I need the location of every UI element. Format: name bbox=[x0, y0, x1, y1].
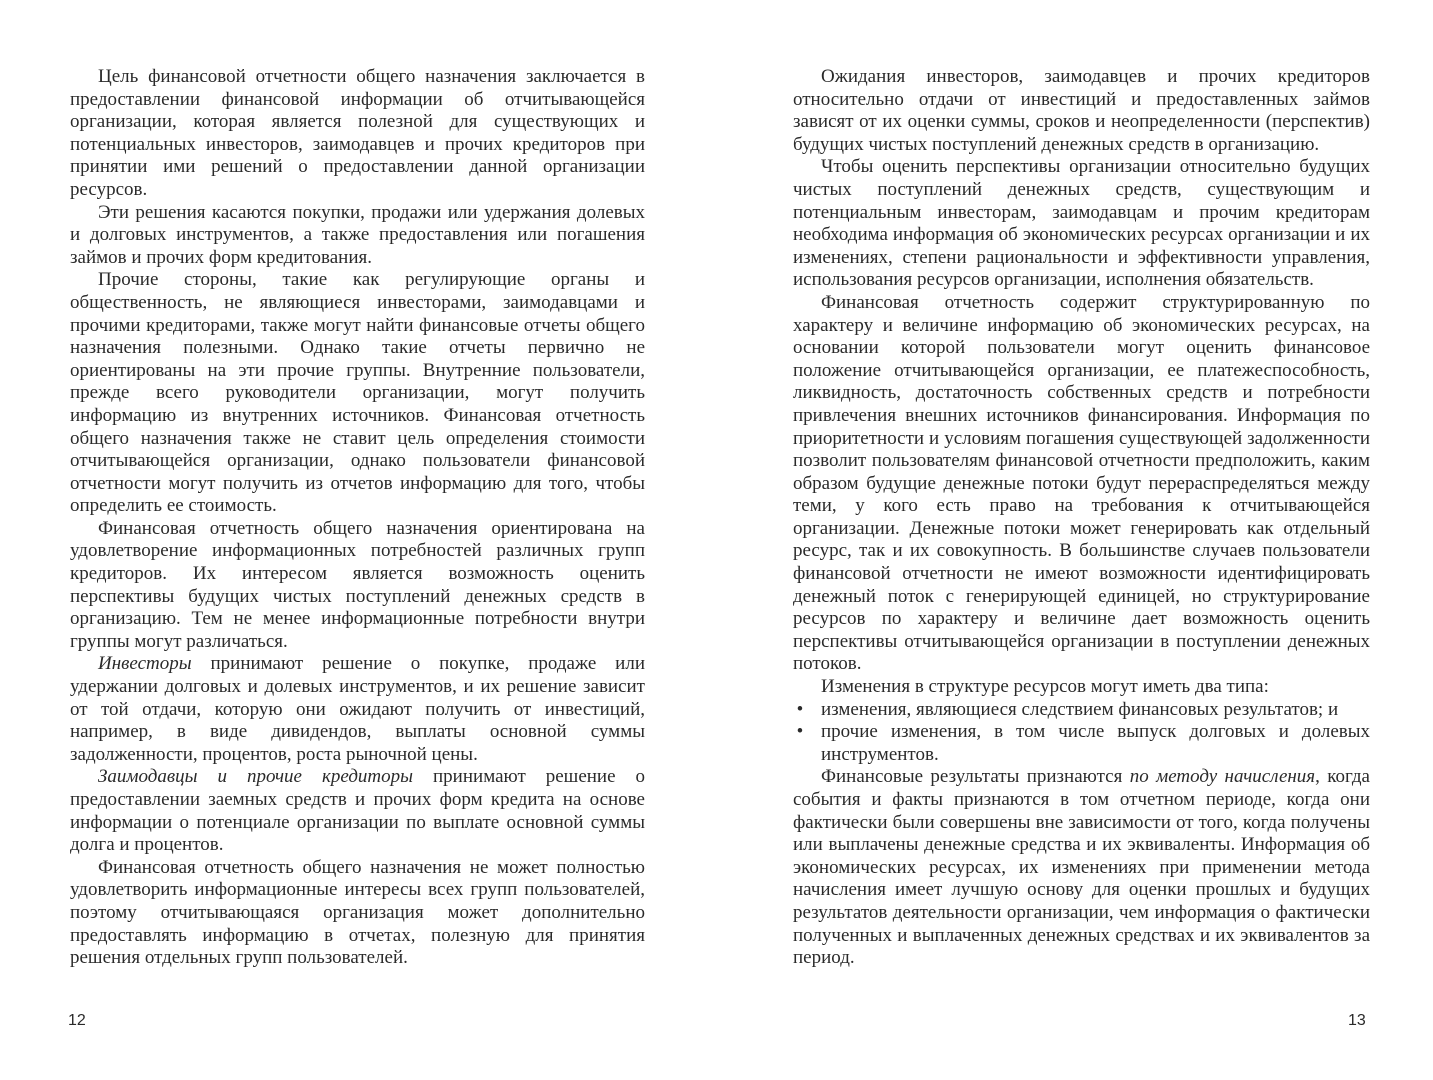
paragraph-text: принимают решение о покупке, продаже или удержании долговых и долевых инструментов, и их решение зависит от той отдачи, которую они ожидают получить от инвестиций, например, в виде дивидендов, выплаты основной суммы задолженности, процентов, роста рыночной цены. bbox=[70, 653, 645, 765]
bullet-list bbox=[793, 699, 1370, 767]
paragraph: Цель финансовой отчетности общего назначения заключается в предоставлении финансовой информации об отчитывающейся организации, которая является полезной для существующих и потенциальных инвесторов, заимодавцев и прочих кредиторов при принятии ими решений о предоставлении данной организации ресурсов. bbox=[70, 66, 645, 200]
term-lenders: Заимодавцы и прочие кредиторы bbox=[98, 766, 414, 788]
paragraph-text: , когда события и факты признаются в том отчетном периоде, когда они фактически были совершены вне зависимости от того, когда получены или выплачены денежные средства и их эквиваленты. Информация об экономических ресурсах, их изменениях при применении метода начисления имеет лучшую основу для оценки прошлых и будущих результатов деятельности организации, чем информация о фактически полученных и выплаченных денежных средствах и их эквивалентов за период. bbox=[793, 766, 1370, 969]
paragraph: Прочие стороны, такие как регулирующие органы и общественность, не являющиеся инвесторами, заимодавцами и прочими кредиторами, также могут найти финансовые отчеты общего назначения полезными. Однако такие отчеты первично не ориентированы на эти прочие группы. Внутренние пользователи, прежде всего руководители организации, могут получить информацию из внутренних источников. Финансовая отчетность общего назначения также не ставит цель определения стоимости отчитывающейся организации, однако пользователи финансовой отчетности могут получить из отчетов информацию для того, чтобы определить ее стоимость. bbox=[70, 269, 645, 517]
paragraph: Изменения в структуре ресурсов могут иметь два типа: bbox=[821, 676, 1269, 698]
paragraph: Финансовая отчетность общего назначения не может полностью удовлетворить информационные интересы всех групп пользователей, поэтому отчитывающаяся организация может дополнительно предоставлять информацию в отчетах, полезную для принятия решения отдельных групп пользователей. bbox=[70, 856, 645, 969]
list-item bbox=[793, 721, 1370, 766]
left-page bbox=[70, 66, 645, 970]
page-number-left: 12 bbox=[68, 1012, 86, 1029]
list-item bbox=[793, 699, 1370, 722]
paragraph: Чтобы оценить перспективы организации относительно будущих чистых поступлений денежных средств, существующим и потенциальным инвесторам, заимодавцам и прочим кредиторам необходима информация об экономических ресурсах организации и их изменениях, степени рациональности и эффективности управления, использования ресурсов организации, исполнения обязательств. bbox=[793, 156, 1370, 291]
list-item-text: прочие изменения, в том числе выпуск долговых и долевых инструментов. bbox=[821, 721, 1370, 765]
paragraph-investors bbox=[70, 653, 645, 766]
paragraph-text: Финансовые результаты признаются bbox=[821, 766, 1130, 788]
paragraph: Финансовая отчетность содержит структурированную по характеру и величине информацию об экономических ресурсах, на основании которой пользователи могут оценить финансовое положение отчитывающейся организации, ее платежеспособность, ликвидность, достаточность собственных средств и потребности привлечения внешних источников финансирования. Информация по приоритетности и условиям погашения существующей задолженности позволит пользователям финансовой отчетности предположить, каким образом будущие денежные потоки будут перераспределяться между теми, у кого есть право на требования к отчитывающейся организации. Денежные потоки может генерировать как отдельный ресурс, так и их совокупность. В большинстве случаев пользователи финансовой отчетности не имеют возможности идентифицировать денежный поток с генерирующей единицей, но структурирование ресурсов по характеру и величине дает возможность оценить перспективы отчитывающейся организации в поступлении денежных потоков. bbox=[793, 291, 1370, 675]
paragraph-text: принимают решение о предоставлении заемных средств и прочих форм кредита на основе информации о потенциале организации по выплате основной суммы долга и процентов. bbox=[70, 766, 646, 856]
bullet-icon: • bbox=[796, 721, 804, 743]
paragraph-results bbox=[793, 766, 1370, 969]
paragraph: Финансовая отчетность общего назначения ориентирована на удовлетворение информационных потребностей различных групп кредиторов. Их интересом является возможность оценить перспективы будущих чистых поступлений денежных средств в организацию. Тем не менее информационные потребности внутри группы могут различаться. bbox=[70, 517, 645, 652]
term-accrual-method: по методу начисления bbox=[1129, 766, 1316, 788]
list-item-text: изменения, являющиеся следствием финансовых результатов; и bbox=[821, 698, 1339, 720]
page-number-right: 13 bbox=[1348, 1012, 1366, 1029]
term-investors: Инвесторы bbox=[98, 653, 192, 675]
bullet-icon: • bbox=[796, 698, 804, 720]
paragraph: Ожидания инвесторов, заимодавцев и прочих кредиторов относительно отдачи от инвестиций и предоставленных займов зависят от их оценки суммы, сроков и неопределенности (перспектив) будущих чистых поступлений денежных средств в организацию. bbox=[793, 66, 1370, 155]
paragraph: Эти решения касаются покупки, продажи или удержания долевых и долговых инструментов, а также предоставления или погашения займов и прочих форм кредитования. bbox=[70, 201, 645, 268]
right-page bbox=[793, 66, 1370, 970]
paragraph-lenders bbox=[70, 766, 645, 856]
